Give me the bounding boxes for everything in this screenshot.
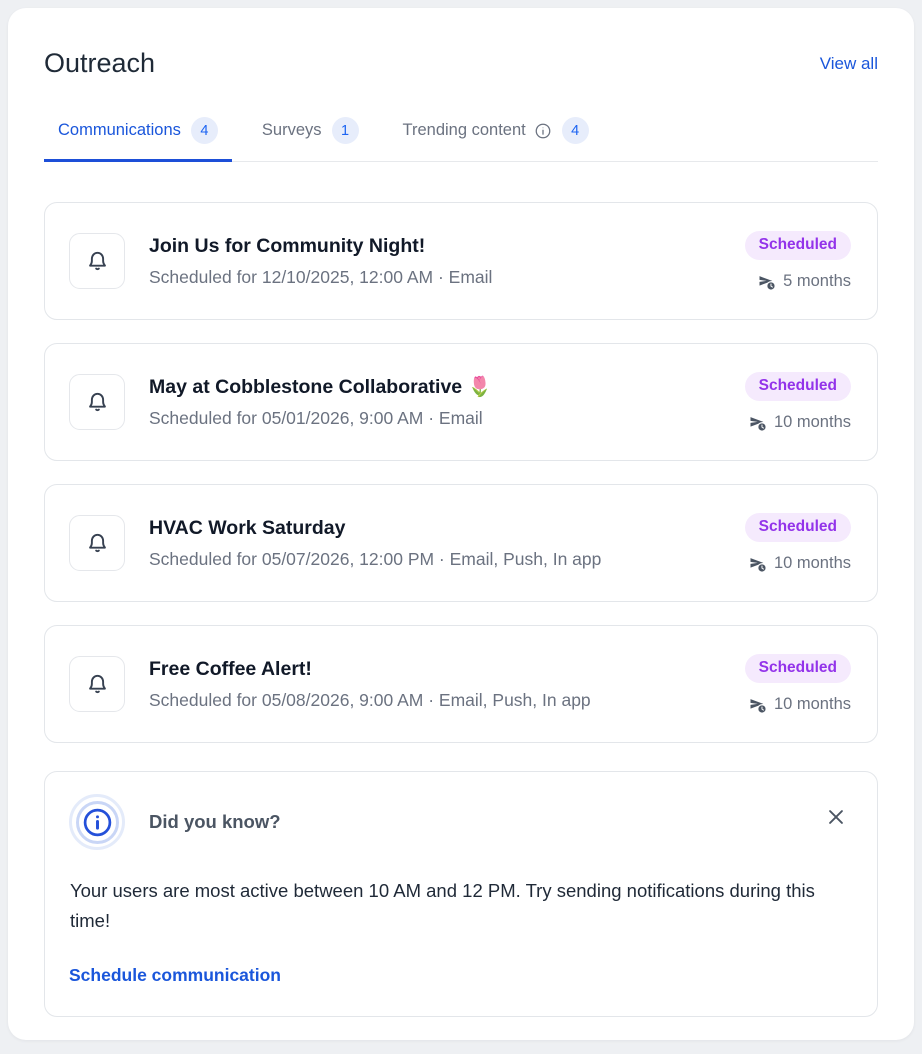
communication-title: Join Us for Community Night! [149,234,426,257]
close-icon[interactable] [821,802,851,832]
bell-icon [69,374,125,430]
time-until-label: 10 months [773,554,851,572]
communication-card[interactable] [44,343,878,461]
time-until-label: 10 months [773,695,851,713]
time-until-label: 10 months [773,413,851,431]
view-all-link[interactable]: View all [819,54,878,73]
time-until-label: 5 months [783,272,851,290]
communication-subtitle: Scheduled for 05/07/2026, 12:00 PM · Email, Push, In app [149,548,602,569]
tab-trending-content[interactable] [389,117,603,162]
tab-surveys[interactable] [248,117,373,162]
panel-header [44,48,878,79]
tab-label: Trending content [402,121,526,139]
communication-subtitle: Scheduled for 12/10/2025, 12:00 AM · Email [149,266,493,287]
communication-title: Free Coffee Alert! [149,657,312,680]
tab-communications[interactable] [44,117,232,162]
communication-card[interactable] [44,202,878,320]
communication-title: HVAC Work Saturday [149,516,346,539]
status-badge: Scheduled [745,372,851,401]
status-badge: Scheduled [745,231,851,260]
schedule-send-icon [749,555,767,573]
bell-icon [69,656,125,712]
status-badge: Scheduled [745,654,851,683]
schedule-send-icon [758,273,776,291]
tab-label: Communications [58,121,181,139]
schedule-send-icon [749,414,767,432]
info-icon[interactable] [534,122,552,140]
tab-count-badge: 1 [332,117,359,144]
schedule-send-icon [749,696,767,714]
communication-card[interactable] [44,484,878,602]
tab-bar [44,117,878,162]
tab-count-badge: 4 [191,117,218,144]
tab-label: Surveys [261,121,322,139]
did-you-know-title: Did you know? [149,811,281,832]
status-badge: Scheduled [745,513,851,542]
schedule-communication-link[interactable]: Schedule communication [69,965,281,986]
tab-count-badge: 4 [562,117,589,144]
communications-list [44,202,878,743]
communication-subtitle: Scheduled for 05/08/2026, 9:00 AM · Email, Push, In app [149,689,591,710]
communication-title: May at Cobblestone Collaborative 🌷 [149,376,492,398]
did-you-know-body: Your users are most active between 10 AM and 12 PM. Try sending notifications during this time! [70,880,815,931]
did-you-know-card [44,771,878,1017]
communication-subtitle: Scheduled for 05/01/2026, 9:00 AM · Email [149,408,483,428]
info-ripple-icon [69,794,125,850]
communication-card[interactable] [44,625,878,743]
bell-icon [69,233,125,289]
bell-icon [69,515,125,571]
page-title: Outreach [44,48,156,78]
outreach-panel [8,8,914,1040]
